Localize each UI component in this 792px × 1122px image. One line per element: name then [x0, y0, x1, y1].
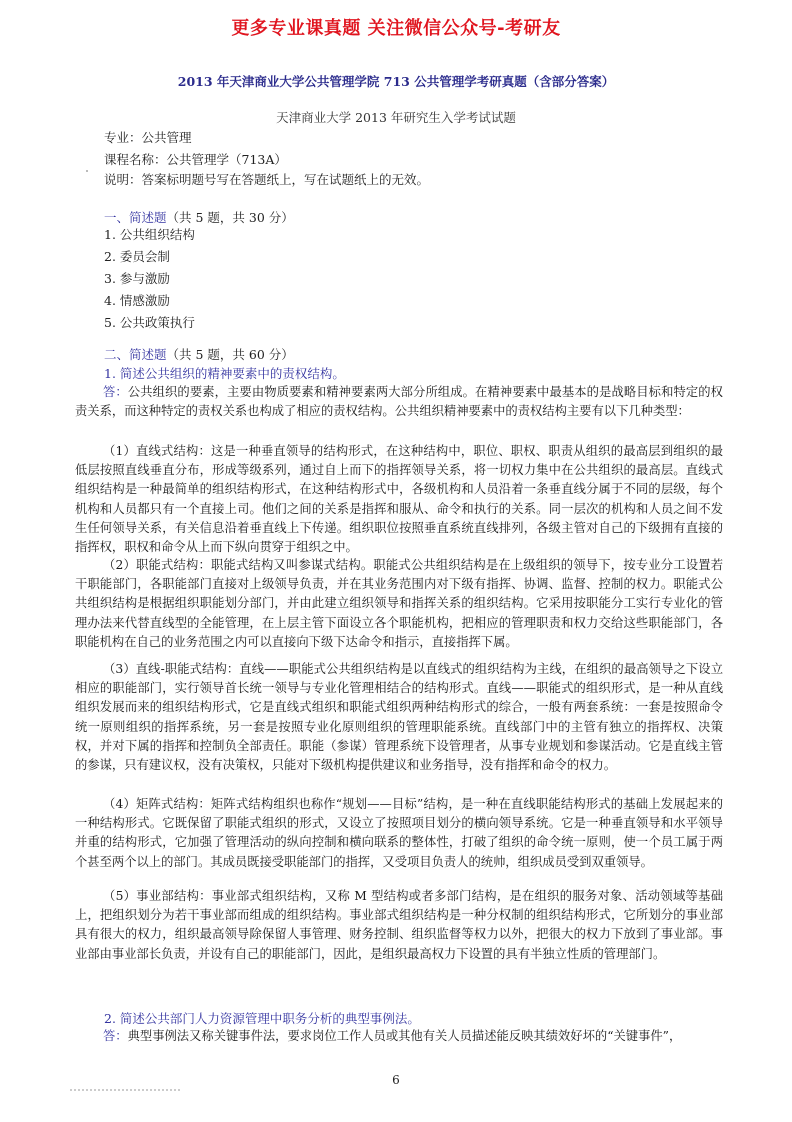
question-1-title: 1. 简述公共组织的精神要素中的责权结构。 — [104, 366, 345, 381]
question-item: 2. 委员会制 — [104, 249, 170, 264]
section-2-suffix: （共 5 题，共 60 分） — [166, 347, 294, 362]
answer-1-type-2: （2）职能式结构：职能式结构又叫参谋式结构。职能式公共组织结构是在上级组织的领导下，按专业分工设置若干职能部门，各职能部门直接对上级领导负责，并在其业务范围内对下级有指挥、协调、监督、控制的权力。职能式公共组织结构是根据组织职能划分部门，并由此建立组织领导和指挥关系的组织结构。它采用按职能分工实行专业化的管理办法来代替直线型的全能管理，在上层主管下面设立各个职能机构，把相应的管理职责和权力交给这些职能部门，各职能机构在自己的业务范围之内可以直接向下级下达命令和指示，直接指挥下属。 — [75, 558, 723, 649]
question-item: 3. 参与激励 — [104, 271, 170, 286]
section-1-question-list — [104, 224, 195, 334]
answer-label: 答： — [103, 385, 128, 399]
question-2-title: 2. 简述公共部门人力资源管理中职务分析的典型事例法。 — [104, 1011, 420, 1026]
answer-1-type-1: （1）直线式结构：这是一种垂直领导的结构形式，在这种结构中，职位、职权、职责从组织的最高层到组织的最低层按照直线垂直分布，形成等级系列，通过自上而下的指挥领导关系，将一切权力集中在公共组织的最高层。直线式组织结构是一种最简单的组织结构形式，在这种结构形式中，各级机构和人员沿着一条垂直线分属于不同的层级，每个机构和人员都只有一个直接上司。他们之间的关系是指挥和服从、命令和执行的关系。同一层次的机构和人员之间不发生任何领导关系，有关信息沿着垂直线上下传递。组织职位按照垂直系统直线排列，各级主管对自己的下级拥有直接的指挥权，职权和命令从上而下纵向贯穿于组织之中。 — [75, 444, 723, 555]
section-2-prefix: 二、 — [104, 347, 130, 362]
page-number: 6 — [392, 1073, 400, 1087]
question-item: 1. 公共组织结构 — [104, 227, 195, 242]
answer-2-text: 典型事例法又称关键事件法，要求岗位工作人员或其他有关人员描述能反映其绩效好坏的“关键事件”， — [127, 1029, 682, 1043]
answer-1-type-5: （5）事业部结构：事业部式组织结构，又称 M 型结构或者多部门结构，是在组织的服务对象、活动领域等基础上，把组织划分为若干事业部而组成的组织结构。事业部式组织结构是一种分权制的组织结构形式，它所划分的事业部具有很大的权力，组织最高领导除保留人事管理、财务控制、组织监督等权力以外，把很大的权力下放到了事业部。事业部由事业部长负责，并设有自己的职能部门，因此，是组织最高权力下设置的具有半独立性质的管理部门。 — [75, 889, 723, 961]
course-line: 课程名称：公共管理学（713A） — [104, 152, 287, 167]
answer-1-intro-text: 公共组织的要素，主要由物质要素和精神要素两大部分所组成。在精神要素中最基本的是战略目标和特定的权责关系，而这种特定的责权关系也构成了相应的责权结构。公共组织精神要素中的责权结构主要有以下几种类型： — [75, 385, 723, 419]
question-item: 5. 公共政策执行 — [104, 315, 195, 330]
document-title: 2013 年天津商业大学公共管理学院 713 公共管理学考研真题（含部分答案） — [177, 74, 615, 89]
footer-watermark — [70, 1086, 180, 1091]
answer-1-type-3: （3）直线-职能式结构：直线——职能式公共组织结构是以直线式的组织结构为主线，在组织的最高领导之下设立相应的职能部门，实行领导首长统一领导与专业化管理相结合的结构形式。直线——职能式的组织形式，是一种从直线组织发展而来的组织结构形式，它是直线式组织和职能式组织两种结构形式的综合，一般有两套系统：一套是按照命令统一原则组织的指挥系统，另一套是按照专业化原则组织的管理职能系统。直线部门中的主管有独立的指挥权、决策权，并对下属的指挥和控制负全部责任。职能（参谋）管理系统下设管理者，从事专业规划和参谋活动。它是直线主管的参谋，只有建议权，没有决策权，只能对下级机构提供建议和业务指导，没有指挥和命令的权力。 — [75, 662, 723, 773]
answer-2 — [75, 1027, 723, 1046]
section-1-suffix: （共 5 题，共 30 分） — [166, 210, 294, 225]
answer-1-intro — [75, 383, 723, 421]
major-line: 专业：公共管理 — [104, 130, 192, 145]
section-2-title: 简述题 — [129, 347, 167, 362]
promo-banner: 更多专业课真题 关注微信公众号-考研友 — [231, 18, 561, 39]
section-1-title: 简述题 — [129, 210, 167, 225]
section-1-prefix: 一、 — [104, 210, 130, 225]
answer-label: 答： — [103, 1029, 128, 1043]
answer-1-type-4: （4）矩阵式结构：矩阵式结构组织也称作“规划——目标”结构，是一种在直线职能结构形式的基础上发展起来的一种结构形式。它既保留了职能式组织的形式，又设立了按照项目划分的横向领导系统。它是一种垂直领导和水平领导并重的结构形式，它加强了管理活动的纵向控制和横向联系的整体性，打破了组织的命令统一原则，使一个员工属于两个甚至两个以上的部门。其成员既接受职能部门的指挥，又受项目负责人的统帅，组织成员受到双重领导。 — [75, 797, 723, 869]
question-item: 4. 情感激励 — [104, 293, 170, 308]
exam-title: 天津商业大学 2013 年研究生入学考试试题 — [276, 110, 516, 125]
bullet-dot — [86, 170, 88, 172]
note-line: 说明：答案标明题号写在答题纸上，写在试题纸上的无效。 — [104, 172, 430, 187]
section-2-heading — [104, 345, 294, 363]
